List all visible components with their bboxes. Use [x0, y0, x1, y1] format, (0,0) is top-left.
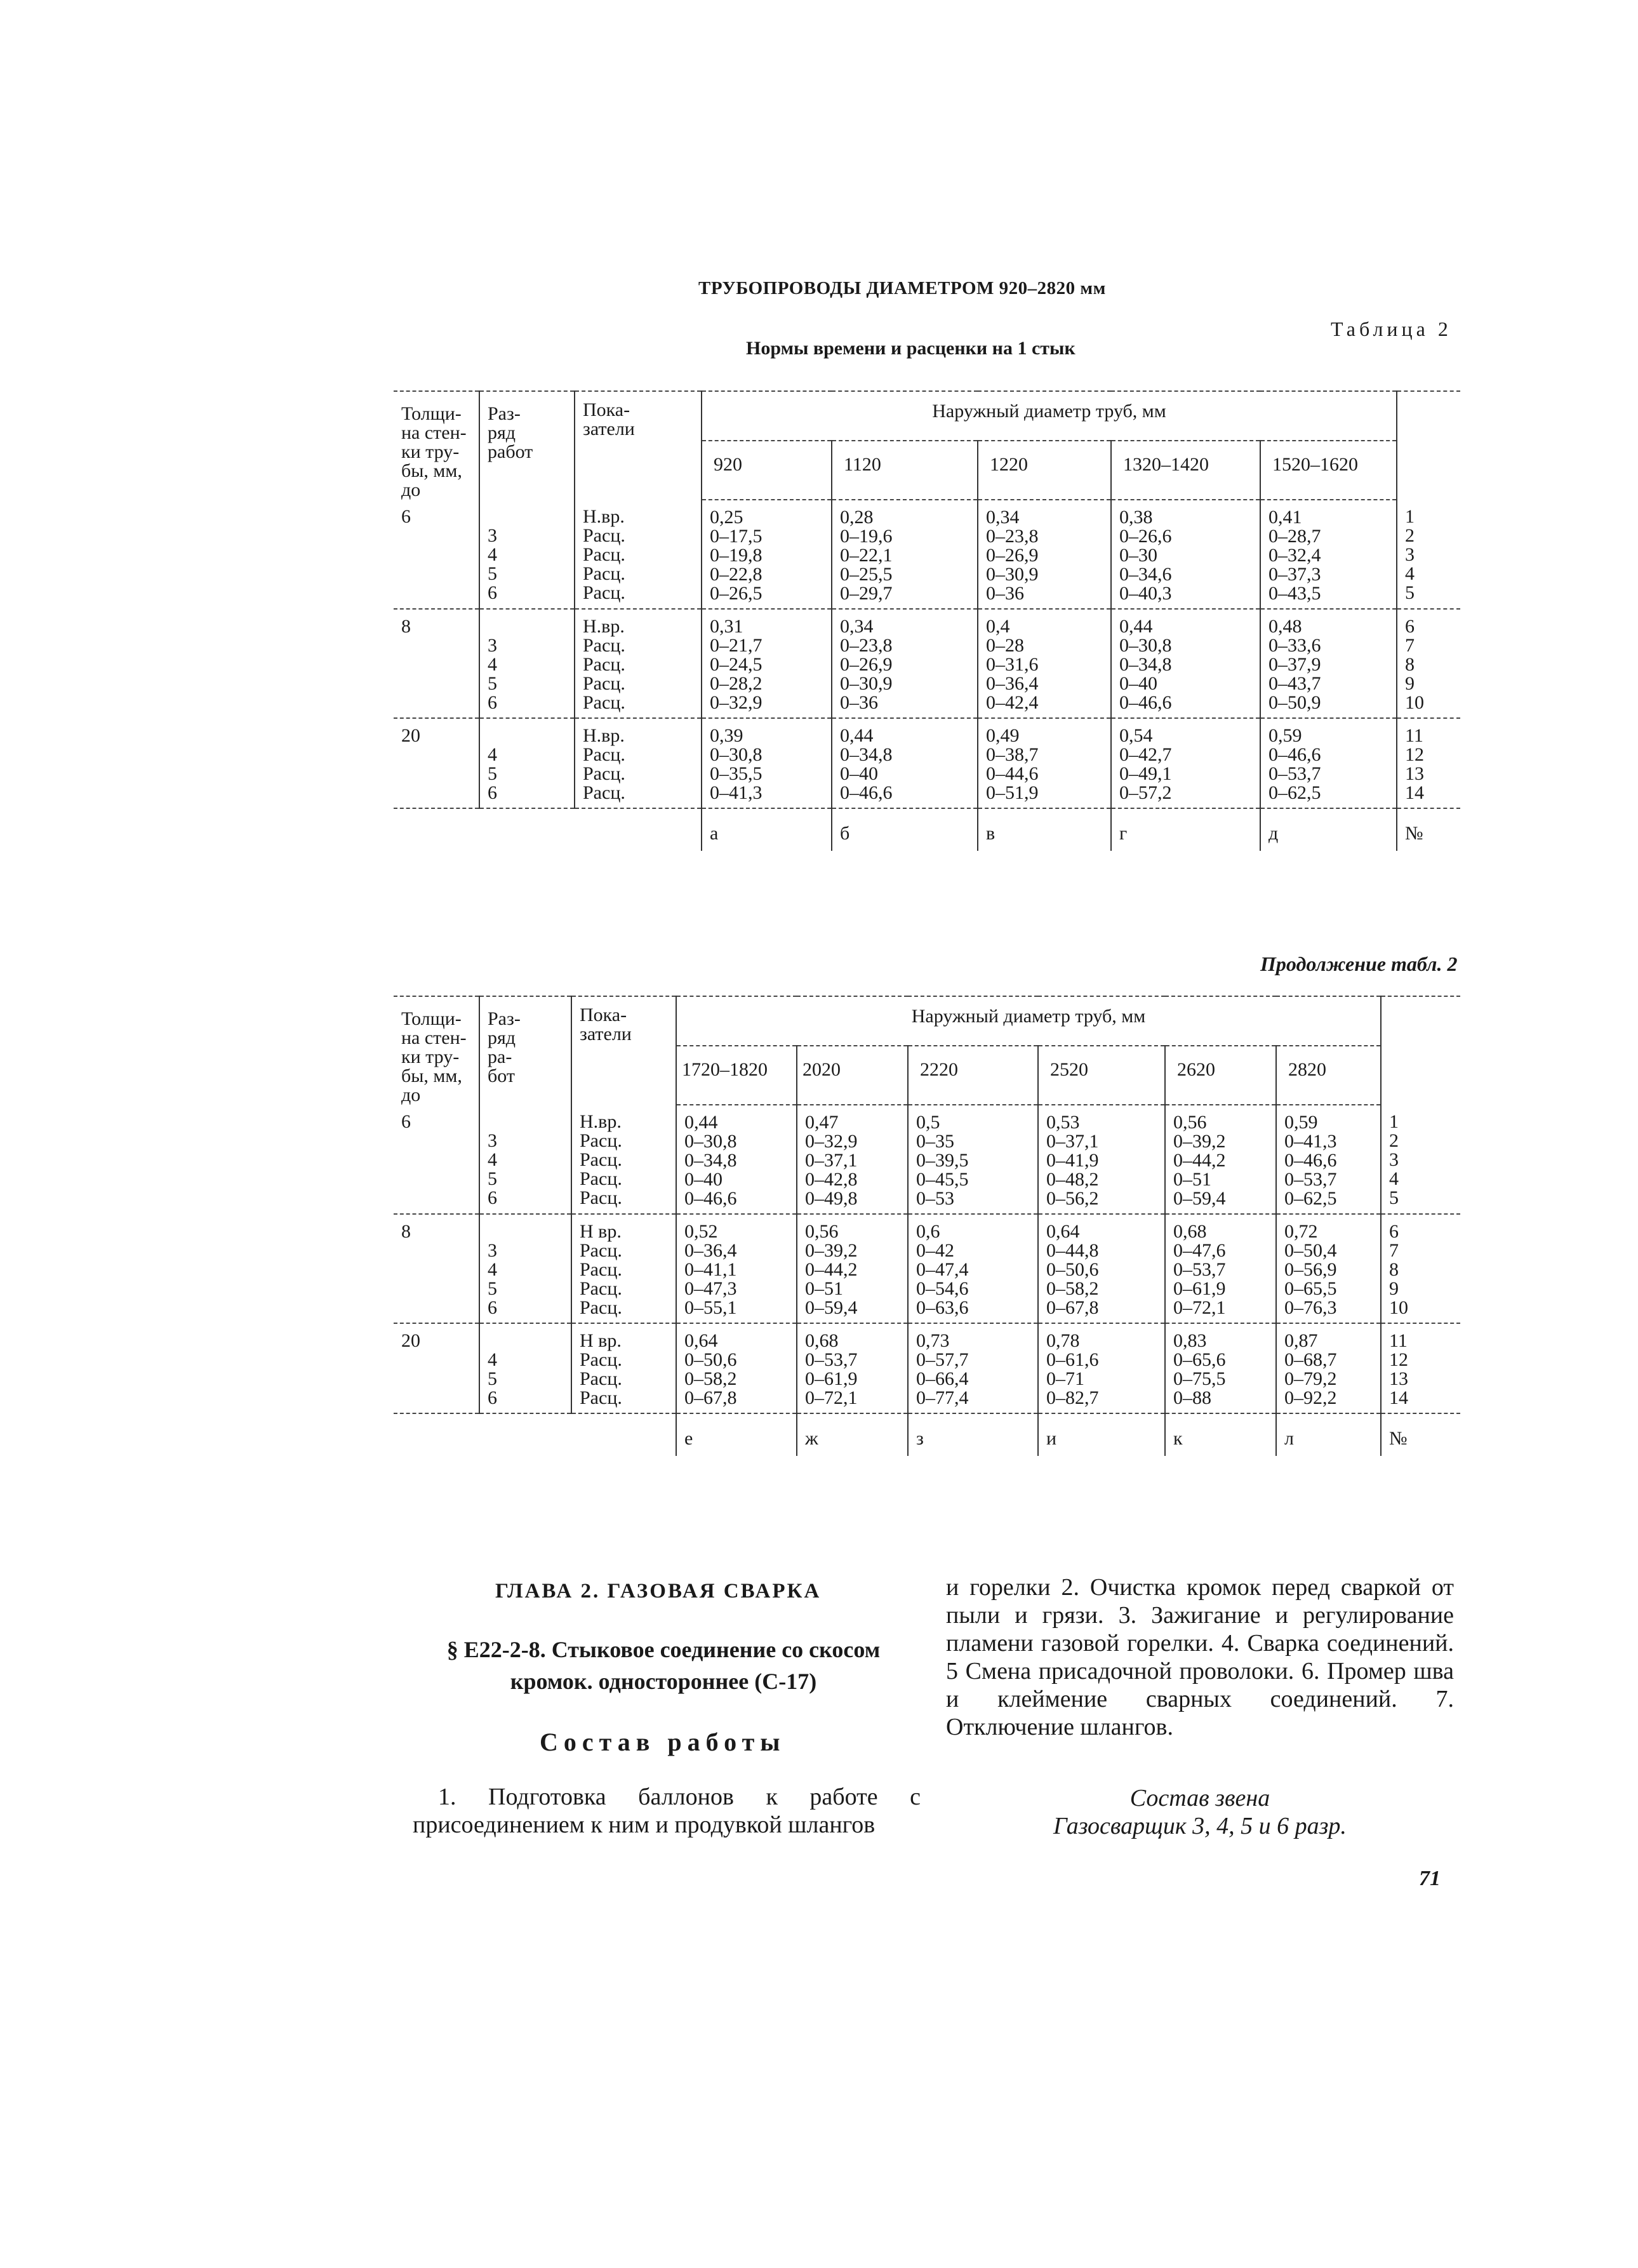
value-cell: 0,78 0–61,6 0–71 0–82,7 — [1038, 1323, 1165, 1413]
table1-col-thickness: Толщи- на стен- ки тру- бы, мм, до — [394, 391, 479, 500]
value-cell: 0,6 0–42 0–47,4 0–54,6 0–63,6 — [908, 1214, 1038, 1323]
value-cell: 0,47 0–32,9 0–37,1 0–42,8 0–49,8 — [797, 1105, 908, 1214]
thickness-cell: 6 — [394, 500, 479, 609]
table2-letters-row — [394, 1413, 1460, 1456]
row-number-cell: 6 7 8 9 10 — [1381, 1214, 1460, 1323]
value-cell: 0,54 0–42,7 0–49,1 0–57,2 — [1111, 718, 1260, 808]
value-cell: 0,87 0–68,7 0–79,2 0–92,2 — [1276, 1323, 1381, 1413]
table1-group-row — [394, 718, 1460, 808]
value-cell: 0,48 0–33,6 0–37,9 0–43,7 0–50,9 — [1260, 609, 1397, 718]
table2-letter-e: е — [676, 1413, 797, 1456]
value-cell: 0,64 0–50,6 0–58,2 0–67,8 — [676, 1323, 797, 1413]
grade-cell: 3 4 5 6 — [479, 1105, 571, 1214]
table1-letter-v: в — [978, 808, 1111, 851]
indicator-cell: Н.вр. Расц. Расц. Расц. Расц. — [575, 609, 702, 718]
work-composition-heading: Состав работы — [540, 1728, 786, 1756]
value-cell: 0,31 0–21,7 0–24,5 0–28,2 0–32,9 — [702, 609, 832, 718]
table2-letter-l: л — [1276, 1413, 1381, 1456]
table1-diam-1320-1420: 1320–1420 — [1111, 441, 1260, 500]
value-cell: 0,39 0–30,8 0–35,5 0–41,3 — [702, 718, 832, 808]
table2-num-label: № — [1381, 1413, 1460, 1456]
table2-group-row — [394, 1323, 1460, 1413]
value-cell: 0,59 0–46,6 0–53,7 0–62,5 — [1260, 718, 1397, 808]
table2-num-col — [1381, 996, 1460, 1105]
grade-cell: 3 4 5 6 — [479, 1214, 571, 1323]
table2-group-row — [394, 1214, 1460, 1323]
norms-table-1 — [394, 390, 1460, 851]
table2-letter-k: к — [1165, 1413, 1276, 1456]
table2-col-indicators: Пока- затели — [571, 996, 676, 1105]
table2-diam-2520: 2520 — [1038, 1046, 1165, 1105]
table1-letter-b: б — [832, 808, 978, 851]
value-cell: 0,68 0–53,7 0–61,9 0–72,1 — [797, 1323, 908, 1413]
table-label: Таблица 2 — [1331, 317, 1452, 340]
value-cell: 0,41 0–28,7 0–32,4 0–37,3 0–43,5 — [1260, 500, 1397, 609]
table2-letter-z: з — [908, 1413, 1038, 1456]
value-cell: 0,4 0–28 0–31,6 0–36,4 0–42,4 — [978, 609, 1111, 718]
row-number-cell: 1 2 3 4 5 — [1397, 500, 1460, 609]
table2-col-grade: Раз- ряд ра- бот — [479, 996, 571, 1105]
value-cell: 0,44 0–30,8 0–34,8 0–40 0–46,6 — [676, 1105, 797, 1214]
table1-header-row — [394, 391, 1460, 441]
value-cell: 0,73 0–57,7 0–66,4 0–77,4 — [908, 1323, 1038, 1413]
table2-letter-i: и — [1038, 1413, 1165, 1456]
table1-diam-1220: 1220 — [978, 441, 1111, 500]
table1-num-label: № — [1397, 808, 1460, 851]
table2-group-row — [394, 1105, 1460, 1214]
thickness-cell: 8 — [394, 1214, 479, 1323]
section-heading: § Е22-2-8. Стыковое соединение со скосом кромок. одностороннее (С-17) — [446, 1637, 881, 1694]
row-number-cell: 1 2 3 4 5 — [1381, 1105, 1460, 1214]
value-cell: 0,38 0–26,6 0–30 0–34,6 0–40,3 — [1111, 500, 1260, 609]
indicator-cell: Н.вр. Расц. Расц. Расц. — [575, 718, 702, 808]
value-cell: 0,44 0–34,8 0–40 0–46,6 — [832, 718, 978, 808]
thickness-cell: 6 — [394, 1105, 479, 1214]
value-cell: 0,52 0–36,4 0–41,1 0–47,3 0–55,1 — [676, 1214, 797, 1323]
value-cell: 0,68 0–47,6 0–53,7 0–61,9 0–72,1 — [1165, 1214, 1276, 1323]
value-cell: 0,25 0–17,5 0–19,8 0–22,8 0–26,5 — [702, 500, 832, 609]
table1-letter-d: д — [1260, 808, 1397, 851]
value-cell: 0,34 0–23,8 0–26,9 0–30,9 0–36 — [832, 609, 978, 718]
table2-letter-zh: ж — [797, 1413, 908, 1456]
page-number: 71 — [1419, 1867, 1441, 1890]
grade-cell: 4 5 6 — [479, 718, 575, 808]
grade-cell: 3 4 5 6 — [479, 609, 575, 718]
crew-composition — [946, 1784, 1454, 1840]
table1-col-grade: Раз- ряд работ — [479, 391, 575, 500]
thickness-cell: 20 — [394, 718, 479, 808]
row-number-cell: 11 12 13 14 — [1397, 718, 1460, 808]
table2-header-row — [394, 996, 1460, 1046]
table2-diam-2820: 2820 — [1276, 1046, 1381, 1105]
thickness-cell: 20 — [394, 1323, 479, 1413]
value-cell: 0,49 0–38,7 0–44,6 0–51,9 — [978, 718, 1111, 808]
table1-num-col — [1397, 391, 1460, 500]
value-cell: 0,44 0–30,8 0–34,8 0–40 0–46,6 — [1111, 609, 1260, 718]
grade-cell: 3 4 5 6 — [479, 500, 575, 609]
value-cell: 0,5 0–35 0–39,5 0–45,5 0–53 — [908, 1105, 1038, 1214]
table2-diam-1720-1820: 1720–1820 — [676, 1046, 797, 1105]
work-composition-text-right: и горелки 2. Очистка кромок перед сваркой от пыли и грязи. 3. Зажигание и регулирование пламени газовой горелки. 4. Сварка соединений. 5 Смена присадочной проволоки. 6. Промер шва и клеймение сварных соединений. 7. Отключение шлангов. — [946, 1574, 1454, 1740]
table1-col-indicators: Пока- затели — [575, 391, 702, 500]
table1-diam-920: 920 — [702, 441, 832, 500]
value-cell: 0,64 0–44,8 0–50,6 0–58,2 0–67,8 — [1038, 1214, 1165, 1323]
table2-diam-2020: 2020 — [797, 1046, 908, 1105]
value-cell: 0,34 0–23,8 0–26,9 0–30,9 0–36 — [978, 500, 1111, 609]
continuation-label: Продолжение табл. 2 — [1260, 952, 1458, 975]
table1-group-row — [394, 500, 1460, 609]
value-cell: 0,56 0–39,2 0–44,2 0–51 0–59,4 — [797, 1214, 908, 1323]
value-cell: 0,56 0–39,2 0–44,2 0–51 0–59,4 — [1165, 1105, 1276, 1214]
indicator-cell: Н.вр. Расц. Расц. Расц. Расц. — [575, 500, 702, 609]
table2-diam-header: Наружный диаметр труб, мм — [676, 996, 1381, 1046]
grade-cell: 4 5 6 — [479, 1323, 571, 1413]
value-cell: 0,72 0–50,4 0–56,9 0–65,5 0–76,3 — [1276, 1214, 1381, 1323]
table1-diam-header: Наружный диаметр труб, мм — [702, 391, 1397, 441]
value-cell: 0,59 0–41,3 0–46,6 0–53,7 0–62,5 — [1276, 1105, 1381, 1214]
value-cell: 0,53 0–37,1 0–41,9 0–48,2 0–56,2 — [1038, 1105, 1165, 1214]
table1-letter-a: а — [702, 808, 832, 851]
value-cell: 0,83 0–65,6 0–75,5 0–88 — [1165, 1323, 1276, 1413]
crew-composition-title: Состав звена — [1129, 1785, 1270, 1811]
table1-letters-row — [394, 808, 1460, 851]
indicator-cell: Н вр. Расц. Расц. Расц. Расц. — [571, 1214, 676, 1323]
table1-diam-1120: 1120 — [832, 441, 978, 500]
thickness-cell: 8 — [394, 609, 479, 718]
indicator-cell: Н.вр. Расц. Расц. Расц. Расц. — [571, 1105, 676, 1214]
page-header-title: ТРУБОПРОВОДЫ ДИАМЕТРОМ 920–2820 мм — [698, 278, 1106, 298]
row-number-cell: 6 7 8 9 10 — [1397, 609, 1460, 718]
work-composition-text-left: 1. Подготовка баллонов к работе с присоединением к ним и продувкой шлангов — [413, 1784, 921, 1838]
table1-group-row — [394, 609, 1460, 718]
table-subtitle: Нормы времени и расценки на 1 стык — [746, 338, 1075, 359]
chapter-heading: ГЛАВА 2. ГАЗОВАЯ СВАРКА — [495, 1580, 822, 1603]
value-cell: 0,28 0–19,6 0–22,1 0–25,5 0–29,7 — [832, 500, 978, 609]
row-number-cell: 11 12 13 14 — [1381, 1323, 1460, 1413]
crew-composition-text: Газосварщик 3, 4, 5 и 6 разр. — [1053, 1813, 1347, 1839]
table1-letter-g: г — [1111, 808, 1260, 851]
table2-col-thickness: Толщи- на стен- ки тру- бы, мм, до — [394, 996, 479, 1105]
table1-diam-1520-1620: 1520–1620 — [1260, 441, 1397, 500]
norms-table-2 — [394, 996, 1460, 1456]
table2-diam-2220: 2220 — [908, 1046, 1038, 1105]
indicator-cell: Н вр. Расц. Расц. Расц. — [571, 1323, 676, 1413]
table2-diam-2620: 2620 — [1165, 1046, 1276, 1105]
